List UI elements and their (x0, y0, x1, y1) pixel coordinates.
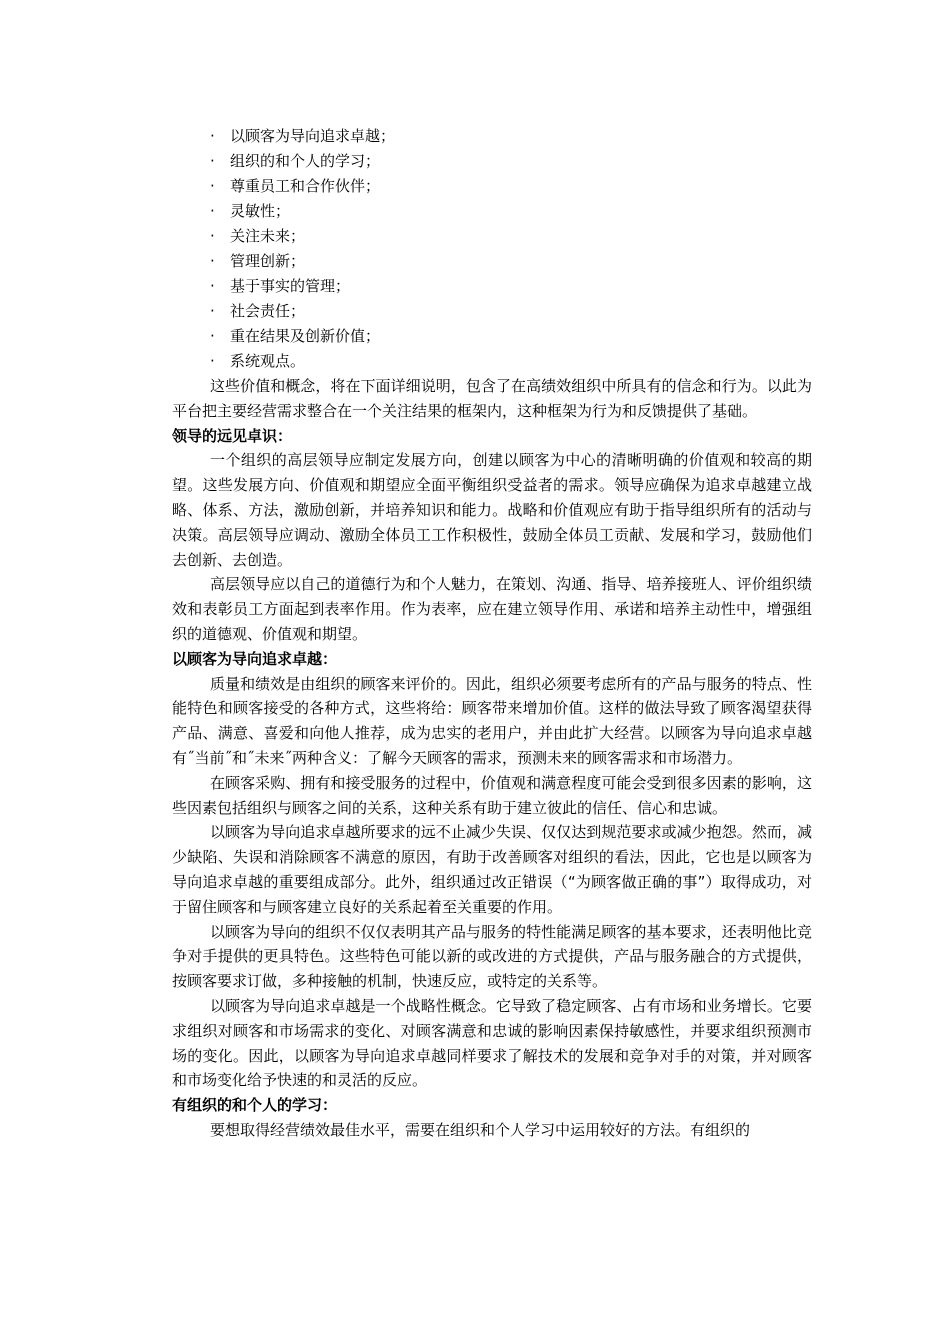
bullet-icon: · (210, 277, 215, 295)
list-item-text: 以顾客为导向追求卓越； (230, 127, 396, 145)
section-heading-learning: 有组织的和个人的学习： (172, 1096, 338, 1115)
bullet-icon: · (210, 352, 215, 370)
body-paragraph: 高层领导应以自己的道德行为和个人魅力，在策划、沟通、指导、培养接班人、评价组织绩效和表彰员工方面起到表率作用。作为表率，应在建立领导作用、承诺和培养主动性中，增强组织的道德观、价值观和期望。 (172, 575, 812, 643)
bullet-icon: · (210, 227, 215, 245)
list-item (172, 199, 812, 224)
list-item (172, 249, 812, 274)
body-paragraph: 质量和绩效是由组织的顾客来评价的。因此，组织必须要考虑所有的产品与服务的特点、性能特色和顾客接受的各种方式，这些将给：顾客带来增加价值。这样的做法导致了顾客渴望获得产品、满意、喜爱和向他人推荐，成为忠实的老用户，并由此扩大经营。以顾客为导向追求卓越有˝当前˝和˝未来˝两种含义：了解今天顾客的需求，预测未来的顾客需求和市场潜力。 (172, 674, 812, 767)
list-item-text: 社会责任； (230, 302, 306, 320)
bullet-icon: · (210, 152, 215, 170)
section-heading-leadership: 领导的远见卓识： (172, 426, 293, 445)
list-item-text: 管理创新； (230, 252, 306, 270)
list-item (172, 349, 812, 374)
list-item (172, 224, 812, 249)
section-heading-customer-driven: 以顾客为导向追求卓越： (172, 649, 338, 668)
list-item (172, 174, 812, 199)
bullet-icon: · (210, 177, 215, 195)
list-item-text: 重在结果及创新价值； (230, 327, 381, 345)
body-paragraph: 以顾客为导向追求卓越所要求的远不止减少失误、仅仅达到规范要求或减少抱怨。然而，减少缺陷、失误和消除顾客不满意的原因，有助于改善顾客对组织的看法，因此，它也是以顾客为导向追求卓越的重要组成部分。此外，组织通过改正错误（“为顾客做正确的事”）取得成功，对于留住顾客和与顾客建立良好的关系起着至关重要的作用。 (172, 823, 812, 916)
body-paragraph: 以顾客为导向的组织不仅仅表明其产品与服务的特性能满足顾客的基本要求，还表明他比竞争对手提供的更具特色。这些特色可能以新的或改进的方式提供，产品与服务融合的方式提供，按顾客要求订做，多种接触的机制，快速反应，或特定的关系等。 (172, 922, 812, 991)
bullet-icon: · (210, 252, 215, 270)
list-item-text: 组织的和个人的学习； (230, 152, 381, 170)
list-item (172, 274, 812, 299)
bullet-icon: · (210, 202, 215, 220)
list-item (172, 299, 812, 324)
intro-paragraph: 这些价值和概念，将在下面详细说明，包含了在高绩效组织中所具有的信念和行为。以此为平台把主要经营需求整合在一个关注结果的框架内，这种框架为行为和反馈提供了基础。 (172, 377, 812, 420)
list-item-text: 关注未来； (230, 227, 306, 245)
list-item (172, 149, 812, 174)
document-page (172, 124, 812, 1143)
list-item-text: 系统观点。 (230, 352, 306, 370)
bullet-icon: · (210, 302, 215, 320)
bullet-icon: · (210, 327, 215, 345)
body-paragraph: 以顾客为导向追求卓越是一个战略性概念。它导致了稳定顾客、占有市场和业务增长。它要求组织对顾客和市场需求的变化、对顾客满意和忠诚的影响因素保持敏感性，并要求组织预测市场的变化。因此，以顾客为导向追求卓越同样要求了解技术的发展和竞争对手的对策，并对顾客和市场变化给予快速的和灵活的反应。 (172, 996, 812, 1090)
list-item (172, 324, 812, 349)
list-item-text: 尊重员工和合作伙伴； (230, 177, 381, 195)
list-item (172, 124, 812, 149)
body-paragraph: 一个组织的高层领导应制定发展方向，创建以顾客为中心的清晰明确的价值观和较高的期望。这些发展方向、价值观和期望应全面平衡组织受益者的需求。领导应确保为追求卓越建立战略、体系、方法，激励创新，并培养知识和能力。战略和价值观应有助于指导组织所有的活动与决策。高层领导应调动、激励全体员工工作积极性，鼓励全体员工贡献、发展和学习，鼓励他们去创新、去创造。 (172, 451, 812, 569)
list-item-text: 基于事实的管理； (230, 277, 351, 295)
bullet-icon: · (210, 127, 215, 145)
body-paragraph: 在顾客采购、拥有和接受服务的过程中，价值观和满意程度可能会受到很多因素的影响，这些因素包括组织与顾客之间的关系，这种关系有助于建立彼此的信任、信心和忠诚。 (172, 773, 812, 817)
core-values-list (172, 124, 812, 374)
list-item-text: 灵敏性； (230, 202, 291, 220)
body-paragraph: 要想取得经营绩效最佳水平，需要在组织和个人学习中运用较好的方法。有组织的 (210, 1120, 751, 1139)
